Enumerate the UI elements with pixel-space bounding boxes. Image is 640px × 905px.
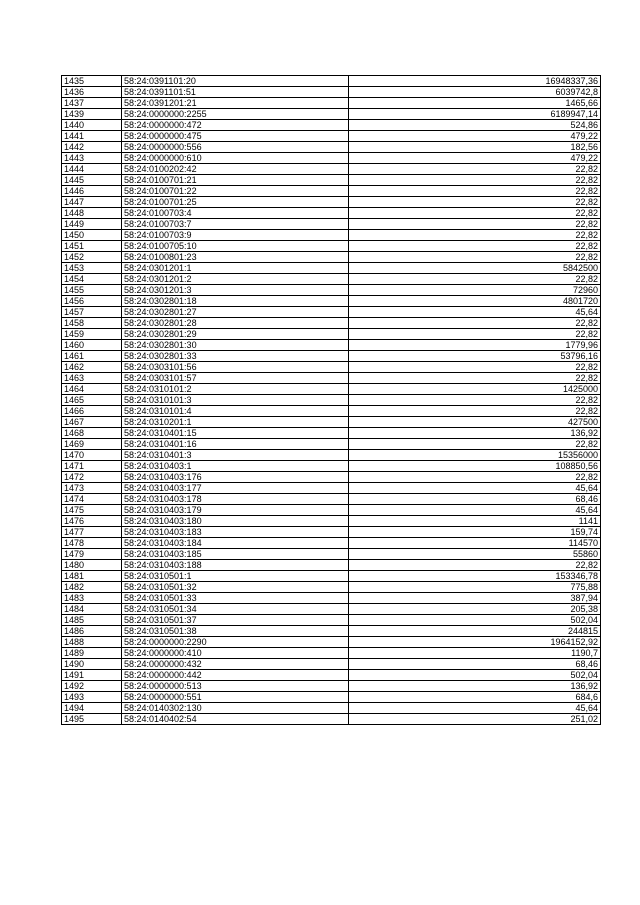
row-number-cell: 1441 [62, 131, 122, 142]
table-row [62, 483, 601, 494]
row-number-cell: 1452 [62, 252, 122, 263]
value-cell: 427500 [349, 417, 601, 428]
value-cell: 22,82 [349, 164, 601, 175]
table-row [62, 406, 601, 417]
value-cell: 6189947,14 [349, 109, 601, 120]
cadastral-number-cell: 58:24:0310101:2 [122, 384, 349, 395]
value-cell: 22,82 [349, 186, 601, 197]
row-number-cell: 1450 [62, 230, 122, 241]
cadastral-number-cell: 58:24:0000000:2290 [122, 637, 349, 648]
table-row [62, 164, 601, 175]
table-row [62, 263, 601, 274]
cadastral-number-cell: 58:24:0100202:42 [122, 164, 349, 175]
table-row [62, 296, 601, 307]
value-cell: 22,82 [349, 395, 601, 406]
table-row [62, 285, 601, 296]
cadastral-number-cell: 58:24:0301201:2 [122, 274, 349, 285]
value-cell: 72960 [349, 285, 601, 296]
row-number-cell: 1445 [62, 175, 122, 186]
cadastral-number-cell: 58:24:0310501:1 [122, 571, 349, 582]
value-cell: 182,56 [349, 142, 601, 153]
cadastral-number-cell: 58:24:0310201:1 [122, 417, 349, 428]
cadastral-number-cell: 58:24:0310403:180 [122, 516, 349, 527]
value-cell: 45,64 [349, 505, 601, 516]
cadastral-number-cell: 58:24:0310403:183 [122, 527, 349, 538]
cadastral-number-cell: 58:24:0000000:475 [122, 131, 349, 142]
table-row [62, 560, 601, 571]
row-number-cell: 1469 [62, 439, 122, 450]
cadastral-number-cell: 58:24:0310401:15 [122, 428, 349, 439]
cadastral-number-cell: 58:24:0140402:54 [122, 714, 349, 725]
row-number-cell: 1459 [62, 329, 122, 340]
cadastral-number-cell: 58:24:0000000:556 [122, 142, 349, 153]
row-number-cell: 1491 [62, 670, 122, 681]
row-number-cell: 1483 [62, 593, 122, 604]
table-row [62, 450, 601, 461]
value-cell: 108850,56 [349, 461, 601, 472]
table-row [62, 637, 601, 648]
row-number-cell: 1456 [62, 296, 122, 307]
row-number-cell: 1468 [62, 428, 122, 439]
row-number-cell: 1470 [62, 450, 122, 461]
value-cell: 1425000 [349, 384, 601, 395]
table-row [62, 87, 601, 98]
cadastral-number-cell: 58:24:0310501:33 [122, 593, 349, 604]
cadastral-number-cell: 58:24:0310501:37 [122, 615, 349, 626]
row-number-cell: 1463 [62, 373, 122, 384]
table-row [62, 175, 601, 186]
row-number-cell: 1436 [62, 87, 122, 98]
row-number-cell: 1457 [62, 307, 122, 318]
value-cell: 479,22 [349, 131, 601, 142]
value-cell: 479,22 [349, 153, 601, 164]
cadastral-number-cell: 58:24:0302801:27 [122, 307, 349, 318]
row-number-cell: 1480 [62, 560, 122, 571]
value-cell: 15356000 [349, 450, 601, 461]
table-row [62, 648, 601, 659]
row-number-cell: 1464 [62, 384, 122, 395]
table-row [62, 208, 601, 219]
row-number-cell: 1481 [62, 571, 122, 582]
value-cell: 775,88 [349, 582, 601, 593]
table-row [62, 384, 601, 395]
value-cell: 502,04 [349, 615, 601, 626]
value-cell: 68,46 [349, 494, 601, 505]
value-cell: 22,82 [349, 197, 601, 208]
row-number-cell: 1492 [62, 681, 122, 692]
table-row [62, 153, 601, 164]
table-row [62, 538, 601, 549]
cadastral-number-cell: 58:24:0310501:34 [122, 604, 349, 615]
table-row [62, 120, 601, 131]
value-cell: 136,92 [349, 428, 601, 439]
value-cell: 22,82 [349, 219, 601, 230]
table-row [62, 98, 601, 109]
value-cell: 22,82 [349, 406, 601, 417]
cadastral-number-cell: 58:24:0301201:3 [122, 285, 349, 296]
row-number-cell: 1447 [62, 197, 122, 208]
table-row [62, 131, 601, 142]
row-number-cell: 1471 [62, 461, 122, 472]
table-row [62, 307, 601, 318]
table-row [62, 197, 601, 208]
table-row [62, 714, 601, 725]
table-row [62, 142, 601, 153]
cadastral-number-cell: 58:24:0100801:23 [122, 252, 349, 263]
cadastral-number-cell: 58:24:0391201:21 [122, 98, 349, 109]
cadastral-number-cell: 58:24:0310101:3 [122, 395, 349, 406]
row-number-cell: 1485 [62, 615, 122, 626]
cadastral-number-cell: 58:24:0302801:18 [122, 296, 349, 307]
cadastral-number-cell: 58:24:0303101:56 [122, 362, 349, 373]
cadastral-value-table [61, 75, 601, 725]
table-row [62, 252, 601, 263]
table-row [62, 527, 601, 538]
value-cell: 45,64 [349, 483, 601, 494]
cadastral-number-cell: 58:24:0310403:177 [122, 483, 349, 494]
value-cell: 22,82 [349, 208, 601, 219]
cadastral-number-cell: 58:24:0000000:2255 [122, 109, 349, 120]
table-row [62, 241, 601, 252]
cadastral-number-cell: 58:24:0303101:57 [122, 373, 349, 384]
table-row [62, 461, 601, 472]
value-cell: 251,02 [349, 714, 601, 725]
value-cell: 205,38 [349, 604, 601, 615]
row-number-cell: 1473 [62, 483, 122, 494]
value-cell: 22,82 [349, 439, 601, 450]
cadastral-number-cell: 58:24:0302801:28 [122, 318, 349, 329]
value-cell: 68,46 [349, 659, 601, 670]
value-cell: 136,92 [349, 681, 601, 692]
row-number-cell: 1489 [62, 648, 122, 659]
value-cell: 5842500 [349, 263, 601, 274]
value-cell: 1779,96 [349, 340, 601, 351]
value-cell: 524,86 [349, 120, 601, 131]
table-row [62, 582, 601, 593]
value-cell: 22,82 [349, 472, 601, 483]
cadastral-number-cell: 58:24:0100701:22 [122, 186, 349, 197]
cadastral-number-cell: 58:24:0310101:4 [122, 406, 349, 417]
value-cell: 244815 [349, 626, 601, 637]
cadastral-number-cell: 58:24:0310401:16 [122, 439, 349, 450]
value-cell: 1141 [349, 516, 601, 527]
row-number-cell: 1437 [62, 98, 122, 109]
row-number-cell: 1482 [62, 582, 122, 593]
row-number-cell: 1448 [62, 208, 122, 219]
value-cell: 22,82 [349, 175, 601, 186]
value-cell: 53796,16 [349, 351, 601, 362]
row-number-cell: 1488 [62, 637, 122, 648]
table-row [62, 318, 601, 329]
row-number-cell: 1474 [62, 494, 122, 505]
table-row [62, 329, 601, 340]
row-number-cell: 1442 [62, 142, 122, 153]
table-row [62, 604, 601, 615]
row-number-cell: 1453 [62, 263, 122, 274]
table-row [62, 109, 601, 120]
value-cell: 6039742,8 [349, 87, 601, 98]
cadastral-number-cell: 58:24:0310403:176 [122, 472, 349, 483]
cadastral-number-cell: 58:24:0000000:551 [122, 692, 349, 703]
value-cell: 4801720 [349, 296, 601, 307]
table-row [62, 186, 601, 197]
table-row [62, 351, 601, 362]
row-number-cell: 1455 [62, 285, 122, 296]
table-row [62, 505, 601, 516]
row-number-cell: 1467 [62, 417, 122, 428]
table-row [62, 615, 601, 626]
row-number-cell: 1444 [62, 164, 122, 175]
value-cell: 22,82 [349, 318, 601, 329]
cadastral-number-cell: 58:24:0310501:32 [122, 582, 349, 593]
row-number-cell: 1479 [62, 549, 122, 560]
cadastral-number-cell: 58:24:0100705:10 [122, 241, 349, 252]
row-number-cell: 1466 [62, 406, 122, 417]
table-row [62, 219, 601, 230]
row-number-cell: 1493 [62, 692, 122, 703]
table-row [62, 373, 601, 384]
row-number-cell: 1443 [62, 153, 122, 164]
table-row [62, 571, 601, 582]
row-number-cell: 1440 [62, 120, 122, 131]
cadastral-number-cell: 58:24:0310403:188 [122, 560, 349, 571]
table-row [62, 692, 601, 703]
table-row [62, 549, 601, 560]
row-number-cell: 1462 [62, 362, 122, 373]
value-cell: 22,82 [349, 241, 601, 252]
row-number-cell: 1458 [62, 318, 122, 329]
cadastral-number-cell: 58:24:0302801:30 [122, 340, 349, 351]
value-cell: 153346,78 [349, 571, 601, 582]
value-cell: 22,82 [349, 560, 601, 571]
cadastral-number-cell: 58:24:0100703:9 [122, 230, 349, 241]
value-cell: 22,82 [349, 230, 601, 241]
table-row [62, 439, 601, 450]
value-cell: 22,82 [349, 373, 601, 384]
row-number-cell: 1461 [62, 351, 122, 362]
row-number-cell: 1490 [62, 659, 122, 670]
table-row [62, 659, 601, 670]
row-number-cell: 1484 [62, 604, 122, 615]
table-row [62, 362, 601, 373]
cadastral-number-cell: 58:24:0310403:178 [122, 494, 349, 505]
table-body [62, 76, 601, 725]
table-row [62, 593, 601, 604]
value-cell: 16948337,36 [349, 76, 601, 87]
row-number-cell: 1494 [62, 703, 122, 714]
row-number-cell: 1446 [62, 186, 122, 197]
value-cell: 22,82 [349, 329, 601, 340]
cadastral-number-cell: 58:24:0310403:179 [122, 505, 349, 516]
table-row [62, 681, 601, 692]
table-row [62, 626, 601, 637]
row-number-cell: 1495 [62, 714, 122, 725]
table-row [62, 472, 601, 483]
table-row [62, 76, 601, 87]
value-cell: 45,64 [349, 703, 601, 714]
cadastral-number-cell: 58:24:0302801:33 [122, 351, 349, 362]
cadastral-number-cell: 58:24:0310401:3 [122, 450, 349, 461]
value-cell: 55860 [349, 549, 601, 560]
cadastral-number-cell: 58:24:0000000:513 [122, 681, 349, 692]
row-number-cell: 1475 [62, 505, 122, 516]
table-row [62, 395, 601, 406]
value-cell: 502,04 [349, 670, 601, 681]
row-number-cell: 1477 [62, 527, 122, 538]
table-row [62, 274, 601, 285]
table-row [62, 516, 601, 527]
value-cell: 22,82 [349, 362, 601, 373]
row-number-cell: 1449 [62, 219, 122, 230]
cadastral-number-cell: 58:24:0000000:442 [122, 670, 349, 681]
value-cell: 1465,66 [349, 98, 601, 109]
row-number-cell: 1465 [62, 395, 122, 406]
cadastral-number-cell: 58:24:0000000:472 [122, 120, 349, 131]
table-row [62, 417, 601, 428]
row-number-cell: 1460 [62, 340, 122, 351]
cadastral-number-cell: 58:24:0310403:1 [122, 461, 349, 472]
cadastral-number-cell: 58:24:0310403:185 [122, 549, 349, 560]
row-number-cell: 1454 [62, 274, 122, 285]
value-cell: 684,6 [349, 692, 601, 703]
cadastral-number-cell: 58:24:0100701:25 [122, 197, 349, 208]
row-number-cell: 1435 [62, 76, 122, 87]
row-number-cell: 1451 [62, 241, 122, 252]
table-row [62, 670, 601, 681]
cadastral-number-cell: 58:24:0391101:20 [122, 76, 349, 87]
value-cell: 387,94 [349, 593, 601, 604]
table-row [62, 703, 601, 714]
cadastral-number-cell: 58:24:0100701:21 [122, 175, 349, 186]
value-cell: 114570 [349, 538, 601, 549]
table-row [62, 230, 601, 241]
table-row [62, 494, 601, 505]
cadastral-number-cell: 58:24:0302801:29 [122, 329, 349, 340]
cadastral-number-cell: 58:24:0000000:432 [122, 659, 349, 670]
table-row [62, 340, 601, 351]
row-number-cell: 1472 [62, 472, 122, 483]
value-cell: 45,64 [349, 307, 601, 318]
row-number-cell: 1486 [62, 626, 122, 637]
cadastral-number-cell: 58:24:0140302:130 [122, 703, 349, 714]
cadastral-number-cell: 58:24:0391101:51 [122, 87, 349, 98]
row-number-cell: 1439 [62, 109, 122, 120]
row-number-cell: 1478 [62, 538, 122, 549]
table-row [62, 428, 601, 439]
cadastral-number-cell: 58:24:0000000:610 [122, 153, 349, 164]
value-cell: 159,74 [349, 527, 601, 538]
cadastral-number-cell: 58:24:0310403:184 [122, 538, 349, 549]
value-cell: 1190,7 [349, 648, 601, 659]
value-cell: 22,82 [349, 274, 601, 285]
row-number-cell: 1476 [62, 516, 122, 527]
cadastral-number-cell: 58:24:0100703:7 [122, 219, 349, 230]
cadastral-number-cell: 58:24:0000000:410 [122, 648, 349, 659]
value-cell: 22,82 [349, 252, 601, 263]
cadastral-number-cell: 58:24:0100703:4 [122, 208, 349, 219]
cadastral-number-cell: 58:24:0301201:1 [122, 263, 349, 274]
cadastral-number-cell: 58:24:0310501:38 [122, 626, 349, 637]
value-cell: 1964152,92 [349, 637, 601, 648]
